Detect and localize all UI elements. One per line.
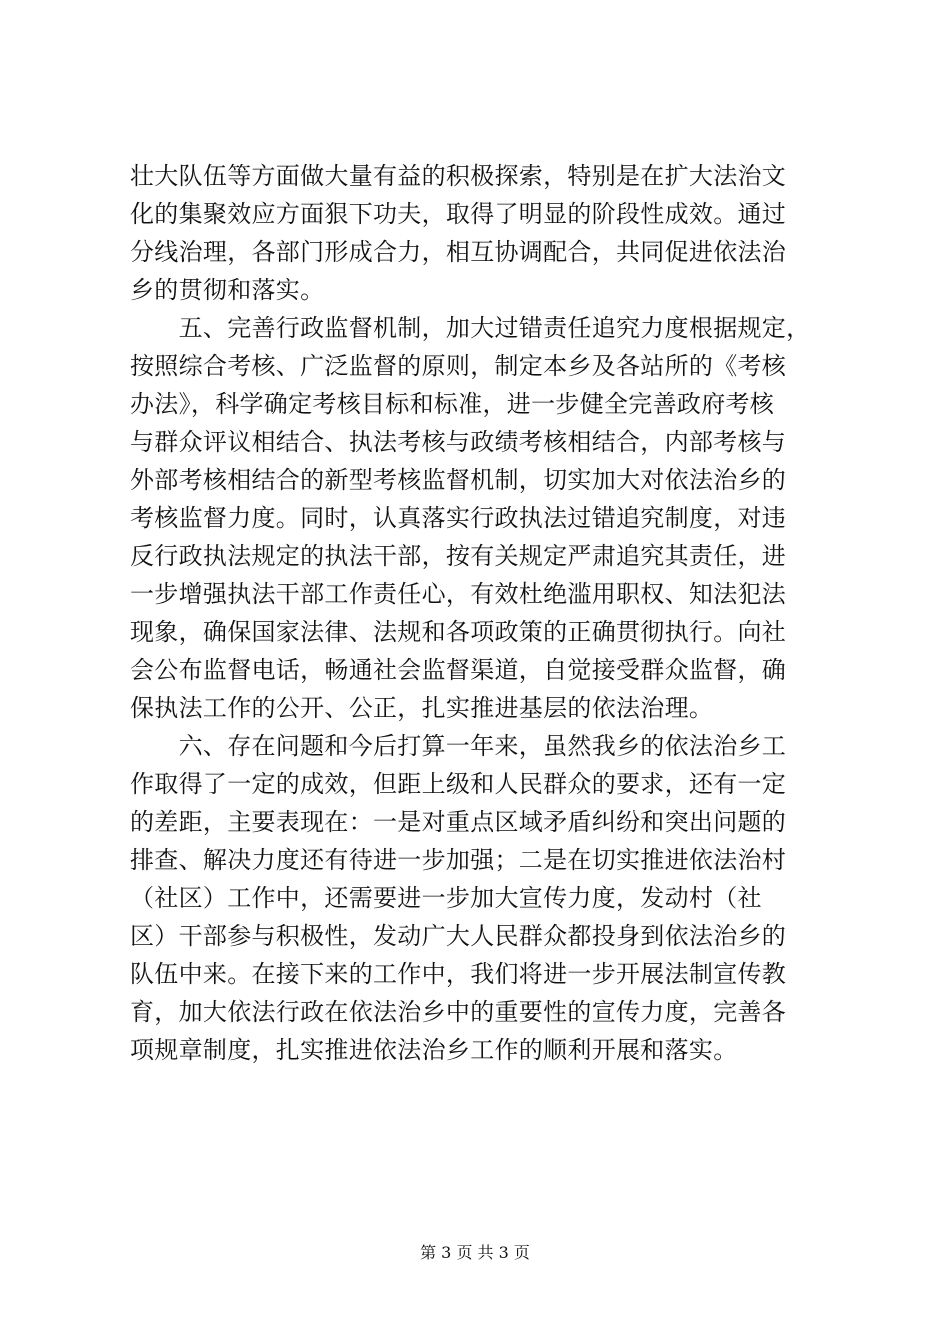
text-line: 排查、解决力度还有待进一步加强；二是在切实推进依法治村 <box>130 846 787 874</box>
document-body <box>130 157 830 1069</box>
text-line: 与群众评议相结合、执法考核与政绩考核相结合，内部考核与 <box>130 428 787 456</box>
text-line: （社区）工作中，还需要进一步加大宣传力度，发动村（社 <box>130 884 762 912</box>
text-line: 一步增强执法干部工作责任心，有效杜绝滥用职权、知法犯法 <box>130 580 787 608</box>
paragraph-five-heading-line: 五、完善行政监督机制，加大过错责任追究力度根据规定， <box>130 314 811 342</box>
text-line: 外部考核相结合的新型考核监督机制，切实加大对依法治乡的 <box>130 466 787 494</box>
text-line: 项规章制度，扎实推进依法治乡工作的顺利开展和落实。 <box>130 1036 738 1064</box>
text-line: 壮大队伍等方面做大量有益的积极探索，特别是在扩大法治文 <box>130 162 787 190</box>
text-line: 作取得了一定的成效，但距上级和人民群众的要求，还有一定 <box>130 770 787 798</box>
text-line: 育，加大依法行政在依法治乡中的重要性的宣传力度，完善各 <box>130 998 787 1026</box>
page-number-footer: 第 3 页 共 3 页 <box>420 1243 530 1262</box>
text-line: 保执法工作的公开、公正，扎实推进基层的依法治理。 <box>130 694 714 722</box>
text-line: 办法》，科学确定考核目标和标准，进一步健全完善政府考核 <box>130 390 775 418</box>
text-line: 考核监督力度。同时，认真落实行政执法过错追究制度，对违 <box>130 504 787 532</box>
text-line: 反行政执法规定的执法干部，按有关规定严肃追究其责任，进 <box>130 542 787 570</box>
text-line: 乡的贯彻和落实。 <box>130 276 325 304</box>
text-line: 现象，确保国家法律、法规和各项政策的正确贯彻执行。向社 <box>130 618 787 646</box>
text-line: 按照综合考核、广泛监督的原则，制定本乡及各站所的《考核 <box>130 352 787 380</box>
text-line: 区）干部参与积极性，发动广大人民群众都投身到依法治乡的 <box>130 922 787 950</box>
text-line: 队伍中来。在接下来的工作中，我们将进一步开展法制宣传教 <box>130 960 787 988</box>
text-line: 的差距，主要表现在：一是对重点区域矛盾纠纷和突出问题的 <box>130 808 787 836</box>
text-line: 分线治理，各部门形成合力，相互协调配合，共同促进依法治 <box>130 238 787 266</box>
text-line: 会公布监督电话，畅通社会监督渠道，自觉接受群众监督，确 <box>130 656 787 684</box>
text-line: 化的集聚效应方面狠下功夫，取得了明显的阶段性成效。通过 <box>130 200 787 228</box>
paragraph-six-heading-line: 六、存在问题和今后打算一年来，虽然我乡的依法治乡工 <box>130 732 787 760</box>
